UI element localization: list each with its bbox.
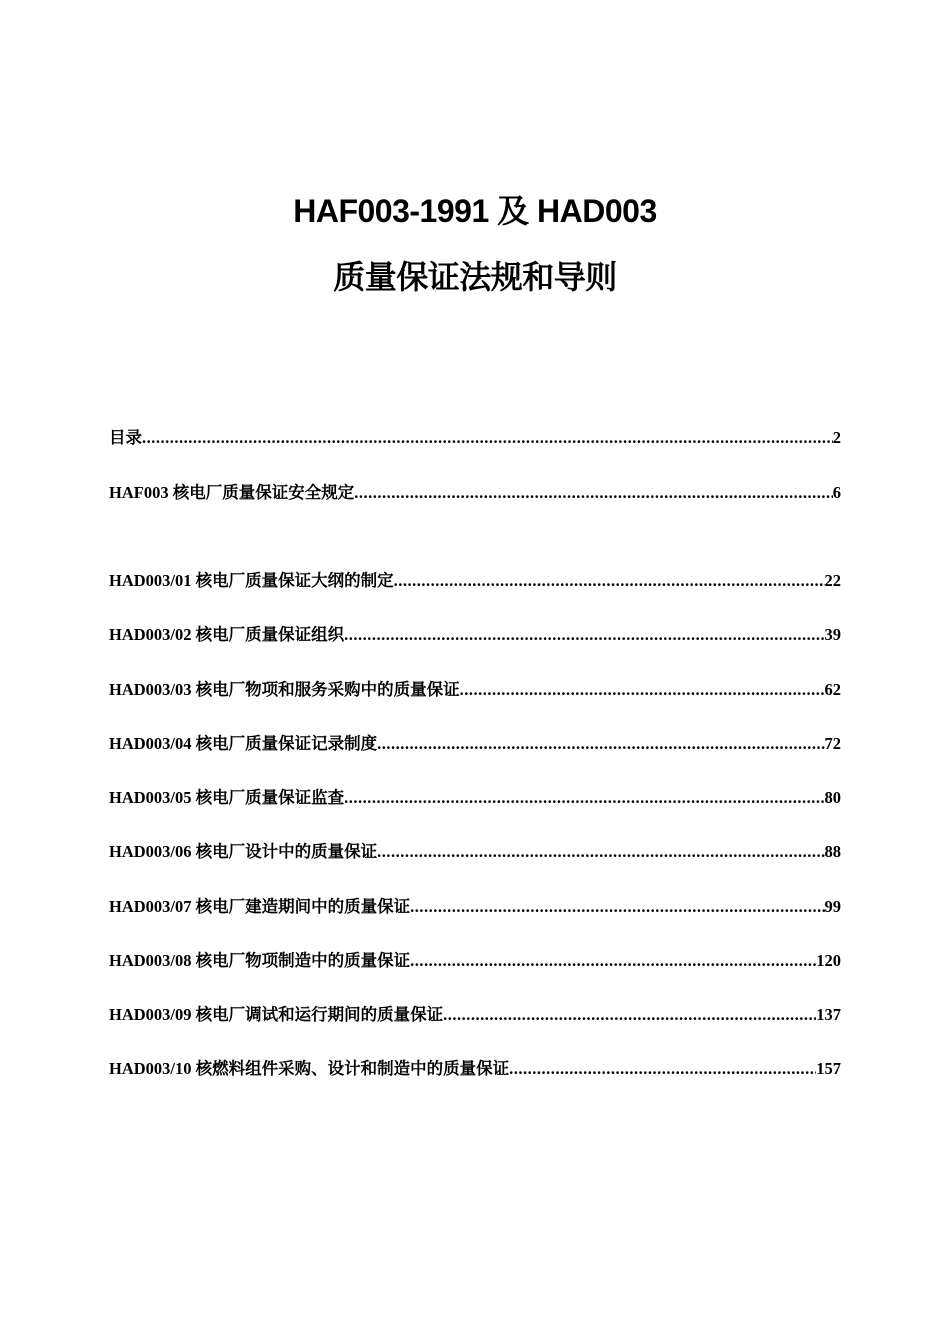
toc-entry[interactable] — [109, 426, 841, 450]
toc-dot-leader — [344, 623, 824, 647]
toc-entry[interactable] — [109, 895, 841, 919]
toc-dot-leader — [142, 426, 833, 450]
toc-dot-leader — [410, 949, 816, 973]
toc-dot-leader — [377, 840, 824, 864]
toc-entry[interactable] — [109, 840, 841, 864]
toc-dot-leader — [354, 481, 833, 505]
toc-entry-page: 120 — [816, 951, 841, 970]
toc-dot-leader — [394, 569, 825, 593]
toc-dot-leader — [460, 678, 825, 702]
toc-entry-label: HAD003/05 核电厂质量保证监查 — [109, 788, 345, 807]
toc-dot-leader — [509, 1057, 816, 1081]
toc-entry-label: 目录 — [109, 428, 142, 447]
toc-entry[interactable] — [109, 678, 841, 702]
document-title-line1: HAF003-1991 及 HAD003 — [293, 193, 657, 229]
toc-entry-label: HAD003/06 核电厂设计中的质量保证 — [109, 842, 378, 861]
toc-entry[interactable] — [109, 1003, 841, 1027]
toc-entry-page: 22 — [824, 571, 841, 590]
toc-entry[interactable] — [109, 786, 841, 810]
toc-entry[interactable] — [109, 1057, 841, 1081]
toc-entry-page: 137 — [816, 1005, 841, 1024]
toc-entry[interactable] — [109, 732, 841, 756]
toc-dot-leader — [443, 1003, 816, 1027]
toc-entry-page: 88 — [824, 842, 841, 861]
toc-entry-page: 62 — [824, 680, 841, 699]
toc-entry-label: HAD003/10 核燃料组件采购、设计和制造中的质量保证 — [109, 1059, 510, 1078]
toc-entry-label: HAD003/07 核电厂建造期间中的质量保证 — [109, 897, 411, 916]
toc-entry-label: HAD003/02 核电厂质量保证组织 — [109, 625, 345, 644]
toc-entry-page: 157 — [816, 1059, 841, 1078]
toc-entry-page: 80 — [824, 788, 841, 807]
toc-entry-page: 99 — [824, 897, 841, 916]
document-title-line2: 质量保证法规和导则 — [333, 259, 617, 295]
toc-entry[interactable] — [109, 569, 841, 593]
toc-entry-label: HAF003 核电厂质量保证安全规定 — [109, 483, 355, 502]
toc-entry-label: HAD003/09 核电厂调试和运行期间的质量保证 — [109, 1005, 444, 1024]
toc-entry-page: 6 — [832, 483, 841, 502]
toc-entry-page: 2 — [832, 428, 841, 447]
toc-entry-page: 39 — [824, 625, 841, 644]
toc-dot-leader — [377, 732, 824, 756]
toc-entry-label: HAD003/04 核电厂质量保证记录制度 — [109, 734, 378, 753]
toc-entry-label: HAD003/08 核电厂物项制造中的质量保证 — [109, 951, 411, 970]
toc-entry-label: HAD003/01 核电厂质量保证大纲的制定 — [109, 571, 394, 590]
toc-entry[interactable] — [109, 623, 841, 647]
toc-entry-page: 72 — [824, 734, 841, 753]
toc-entry[interactable] — [109, 481, 841, 505]
toc-dot-leader — [344, 786, 824, 810]
toc-entry[interactable] — [109, 949, 841, 973]
toc-entry-label: HAD003/03 核电厂物项和服务采购中的质量保证 — [109, 680, 460, 699]
toc-dot-leader — [410, 895, 824, 919]
